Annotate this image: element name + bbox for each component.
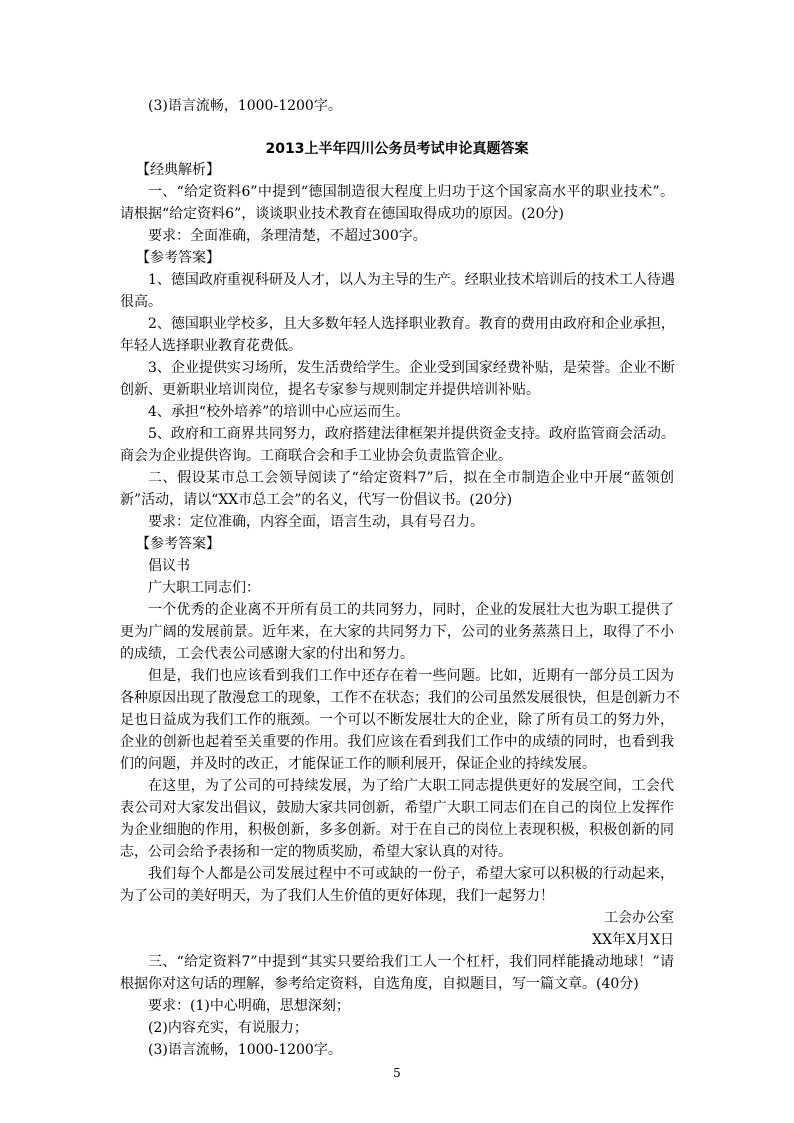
answer-3-line-1: 3、企业提供实习场所，发生活费给学生。企业受到国家经费补贴，是荣誉。企业不断 xyxy=(148,360,675,376)
paragraph-3-line-1: 在这里，为了公司的可持续发展，为了给广大职工同志提供更好的发展空间，工会代 xyxy=(148,778,674,794)
paragraph-2-line-5: 们的问题，并及时的改正，才能保证工作的顺利展开，保证企业的持续发展。 xyxy=(120,756,596,772)
top-requirement: (3)语言流畅，1000-1200字。 xyxy=(148,98,342,114)
paragraph-3-line-2: 表公司对大家发出倡议，鼓励大家共同创新，希望广大职工同志们在自己的岗位上发挥作 xyxy=(120,800,674,816)
question-1-line-1: 一、“给定资料6”中提到“德国制造很大程度上归功于这个国家高水平的职业技术”。 xyxy=(148,184,674,200)
section-label-analysis: 【经典解析】 xyxy=(136,162,220,178)
paragraph-1-line-3: 的成绩，工会代表公司感谢大家的付出和努力。 xyxy=(120,646,414,662)
answer-2-line-1: 2、德国职业学校多，且大多数年轻人选择职业教育。教育的费用由政府和企业承担， xyxy=(148,316,675,332)
paragraph-2-line-1: 但是，我们也应该看到我们工作中还存在着一些问题。比如，近期有一部分员工因为 xyxy=(148,668,674,684)
paragraph-2-line-2: 各种原因出现了散漫怠工的现象，工作不在状态；我们的公司虽然发展很快，但是创新力不 xyxy=(120,690,680,706)
answer-2-line-2: 年轻人选择职业教育花费低。 xyxy=(120,338,302,354)
question-1-requirement: 要求：全面准确，条理清楚，不超过300字。 xyxy=(148,228,427,244)
answer-1-line-1: 1、德国政府重视科研及人才，以人为主导的生产。经职业技术培训后的技术工人待遇 xyxy=(148,272,675,288)
question-2-line-1: 二、假设某市总工会领导阅读了“给定资料7”后，拟在全市制造企业中开展“蓝领创 xyxy=(148,470,674,486)
question-3-line-2: 根据你对这句话的理解，参考给定资料，自选角度，自拟题目，写一篇文章。(40分) xyxy=(120,976,639,992)
paragraph-4-line-2: 为了公司的美好明天，为了我们人生价值的更好体现，我们一起努力！ xyxy=(120,888,554,904)
question-1-line-2: 请根据“给定资料6”，谈谈职业技术教育在德国取得成功的原因。(20分) xyxy=(120,206,564,222)
question-3-requirement-2: (2)内容充实，有说服力； xyxy=(148,1020,308,1036)
answer-label-1: 【参考答案】 xyxy=(136,250,220,266)
question-3-requirement-1: 要求：(1)中心明确，思想深刻； xyxy=(148,998,350,1014)
answer-5-line-2: 商会为企业提供咨询。工商联合会和手工业协会负责监管企业。 xyxy=(120,448,512,464)
proposal-title: 倡议书 xyxy=(148,558,190,574)
question-3-line-1: 三、“给定资料7”中提到“其实只要给我们工人一个杠杆，我们同样能撬动地球！”请 xyxy=(148,954,674,970)
paragraph-2-line-4: 企业的创新也起着至关重要的作用。我们应该在看到我们工作中的成绩的同时，也看到我 xyxy=(120,734,674,750)
signature-date: XX年X月X日 xyxy=(592,932,674,948)
question-2-requirement: 要求：定位准确，内容全面，语言生动，具有号召力。 xyxy=(148,514,484,530)
answer-5-line-1: 5、政府和工商界共同努力，政府搭建法律框架并提供资金支持。政府监管商会活动。 xyxy=(148,426,675,442)
paragraph-4-line-1: 我们每个人都是公司发展过程中不可或缺的一份子，希望大家可以积极的行动起来， xyxy=(148,866,674,882)
answer-label-2: 【参考答案】 xyxy=(136,536,220,552)
question-3-requirement-3: (3)语言流畅，1000-1200字。 xyxy=(148,1042,342,1058)
paragraph-3-line-4: 志，公司会给予表扬和一定的物质奖励，希望大家认真的对待。 xyxy=(120,844,512,860)
answer-3-line-2: 创新、更新职业培训岗位，提名专家参与规则制定并提供培训补贴。 xyxy=(120,382,540,398)
answer-4: 4、承担“校外培养”的培训中心应运而生。 xyxy=(148,404,410,420)
signature-organization: 工会办公室 xyxy=(604,910,674,926)
proposal-salutation: 广大职工同志们： xyxy=(148,580,260,596)
paragraph-3-line-3: 为企业细胞的作用，积极创新，多多创新。对于在自己的岗位上表现积极，积极创新的同 xyxy=(120,822,674,838)
answer-1-line-2: 很高。 xyxy=(120,294,162,310)
paragraph-1-line-1: 一个优秀的企业离不开所有员工的共同努力，同时，企业的发展壮大也为职工提供了 xyxy=(148,602,674,618)
paragraph-2-line-3: 足也日益成为我们工作的瓶颈。一个可以不断发展壮大的企业，除了所有员工的努力外， xyxy=(120,712,674,728)
paragraph-1-line-2: 更为广阔的发展前景。近年来，在大家的共同努力下，公司的业务蒸蒸日上，取得了不小 xyxy=(120,624,674,640)
question-2-line-2: 新”活动，请以“XX市总工会”的名义，代写一份倡议书。(20分) xyxy=(120,492,513,508)
document-title: 2013上半年四川公务员考试申论真题答案 xyxy=(265,141,529,157)
page-number: 5 xyxy=(393,1066,401,1080)
